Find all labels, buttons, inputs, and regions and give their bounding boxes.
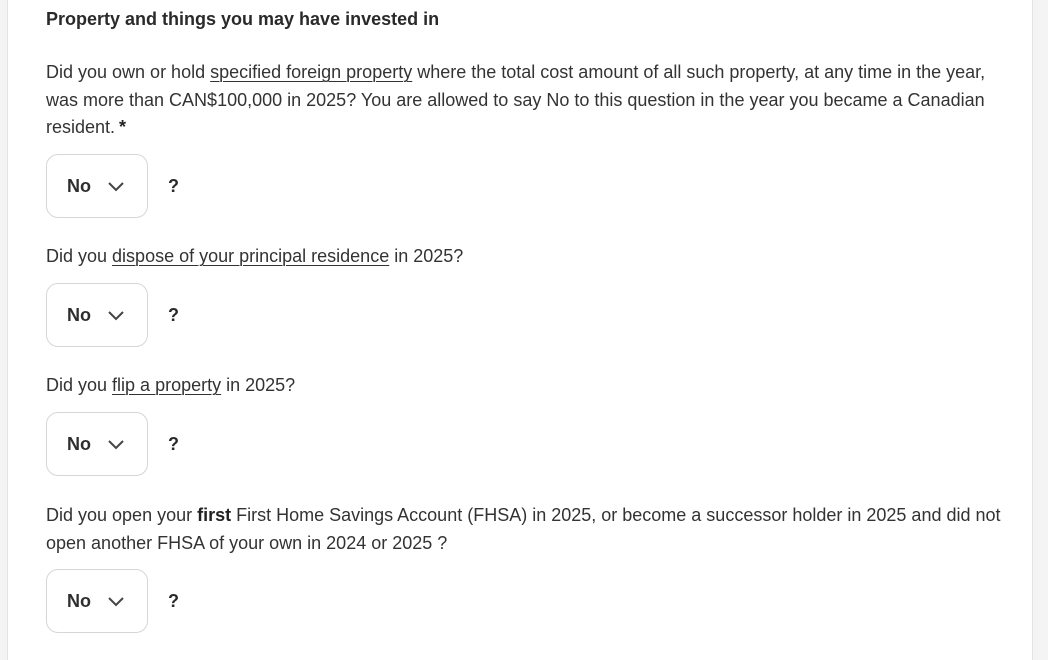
question-text: Did you bbox=[46, 246, 113, 266]
help-button[interactable]: ? bbox=[168, 304, 179, 325]
help-button[interactable]: ? bbox=[168, 175, 179, 196]
question-principal-residence bbox=[46, 243, 1006, 271]
answer-row-fhsa bbox=[46, 568, 179, 634]
answer-row-flip-property bbox=[46, 411, 179, 477]
emphasis-first: first bbox=[197, 505, 232, 525]
help-button[interactable]: ? bbox=[168, 433, 179, 454]
question-text: Did you bbox=[46, 375, 113, 395]
form-panel bbox=[7, 0, 1033, 660]
answer-row-foreign-property bbox=[46, 153, 179, 219]
select-value: No bbox=[67, 590, 91, 611]
question-foreign-property bbox=[46, 59, 1006, 142]
select-value: No bbox=[67, 175, 91, 196]
question-text: Did you own or hold bbox=[46, 62, 211, 82]
chevron-down-icon bbox=[107, 309, 125, 321]
foreign-property-select[interactable] bbox=[46, 154, 148, 218]
select-value: No bbox=[67, 304, 91, 325]
link-flip-a-property[interactable]: flip a property bbox=[112, 375, 222, 395]
chevron-down-icon bbox=[107, 180, 125, 192]
chevron-down-icon bbox=[107, 438, 125, 450]
required-mark: * bbox=[119, 117, 127, 137]
question-text: in 2025? bbox=[221, 375, 296, 395]
principal-residence-select[interactable] bbox=[46, 283, 148, 347]
chevron-down-icon bbox=[107, 595, 125, 607]
question-text: First Home Savings Account (FHSA) in 2025, or become a successor holder in 2025 and did not open another FHSA of your own in 2024 or 2025 ? bbox=[46, 505, 1001, 553]
link-specified-foreign-property[interactable]: specified foreign property bbox=[210, 62, 413, 82]
question-text: Did you open your bbox=[46, 505, 198, 525]
fhsa-select[interactable] bbox=[46, 569, 148, 633]
question-fhsa bbox=[46, 502, 1006, 557]
question-text: where the total cost amount of all such property, at any time in the year, was more than CAN$100,000 in 2025? You are allowed to say No to this question in the year you became a Canadian resident. bbox=[46, 62, 986, 137]
question-flip-property bbox=[46, 372, 1006, 400]
link-dispose-principal-residence[interactable]: dispose of your principal residence bbox=[112, 246, 390, 266]
help-button[interactable]: ? bbox=[168, 590, 179, 611]
section-title: Property and things you may have invested in bbox=[46, 9, 440, 29]
select-value: No bbox=[67, 433, 91, 454]
answer-row-principal-residence bbox=[46, 282, 179, 348]
flip-property-select[interactable] bbox=[46, 412, 148, 476]
question-text: in 2025? bbox=[389, 246, 464, 266]
